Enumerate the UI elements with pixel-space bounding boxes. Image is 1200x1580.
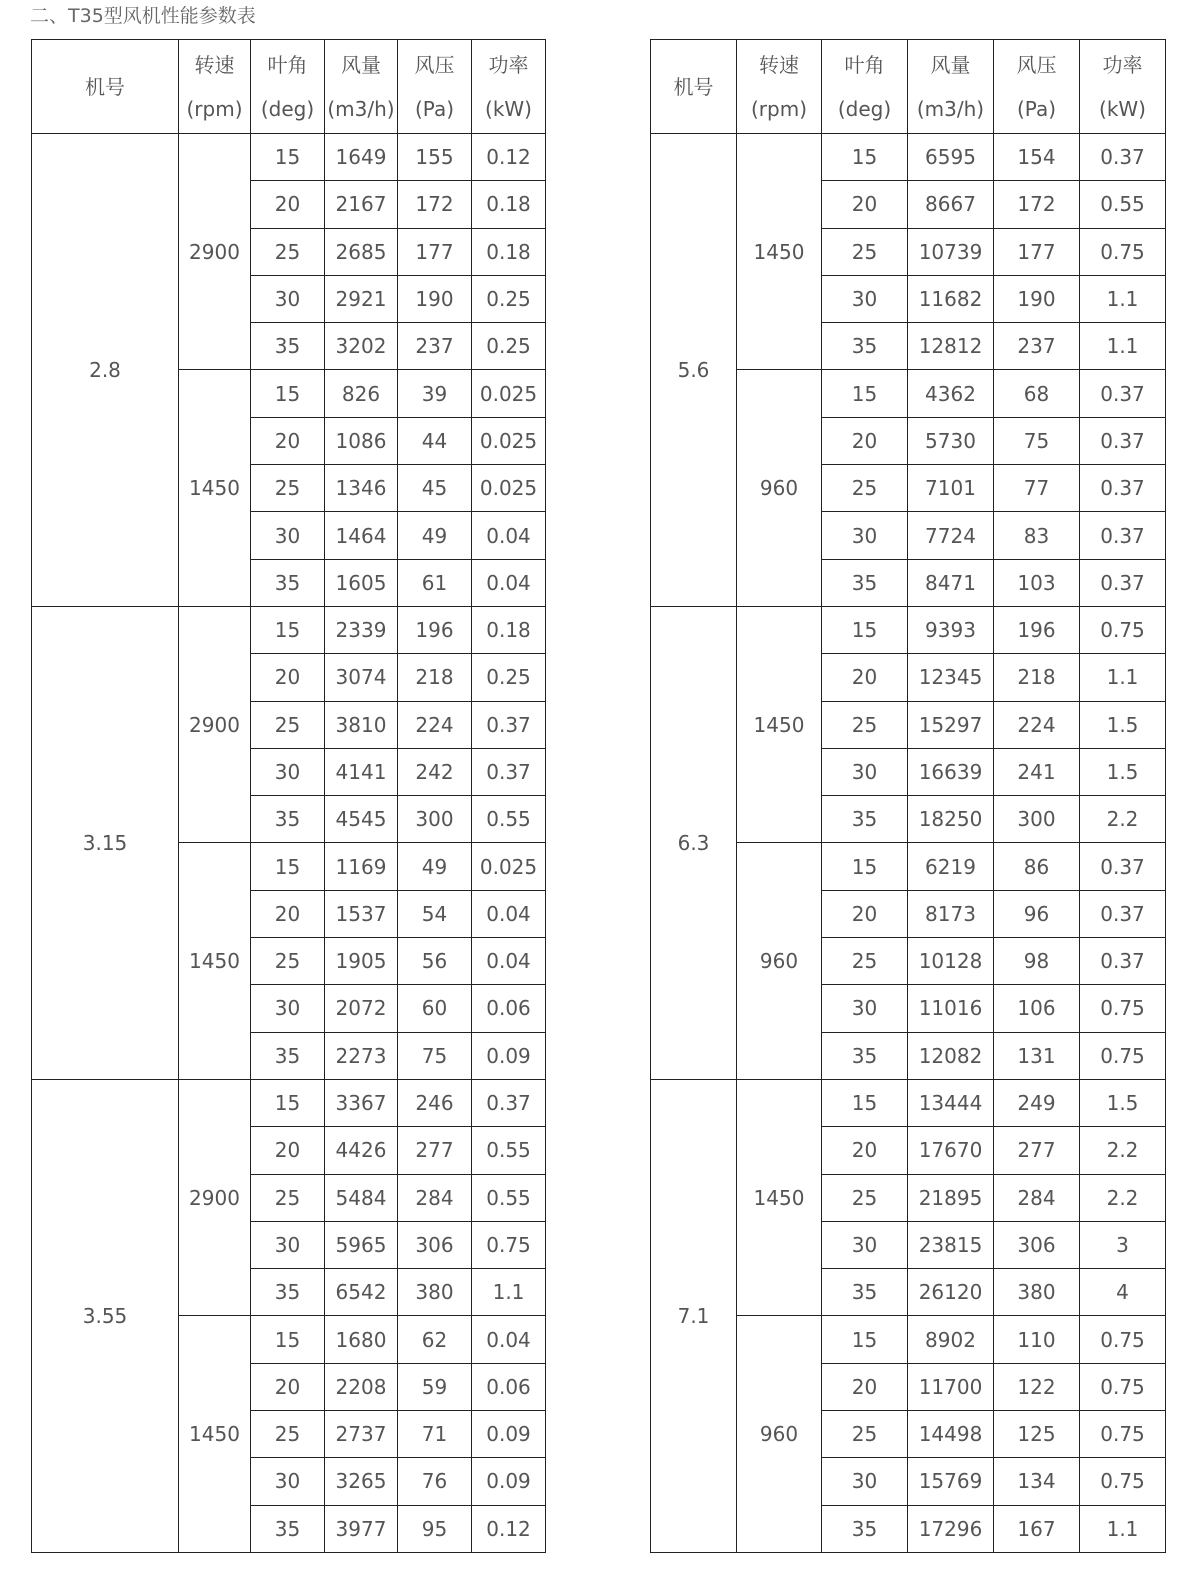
cell-flow: 11682: [908, 275, 994, 322]
cell-pressure: 300: [398, 796, 472, 843]
cell-flow: 11700: [908, 1363, 994, 1410]
cell-angle: 20: [251, 1127, 325, 1174]
cell-angle: 30: [251, 1458, 325, 1505]
cell-pressure: 49: [398, 512, 472, 559]
cell-power: 2.2: [1080, 1174, 1166, 1221]
cell-pressure: 167: [994, 1505, 1080, 1552]
cell-pressure: 86: [994, 843, 1080, 890]
cell-pressure: 83: [994, 512, 1080, 559]
cell-angle: 20: [251, 890, 325, 937]
cell-power: 0.25: [472, 654, 546, 701]
header-power: 功率 (kW): [1080, 40, 1166, 134]
cell-pressure: 59: [398, 1363, 472, 1410]
cell-angle: 35: [822, 559, 908, 606]
cell-power: 0.25: [472, 275, 546, 322]
table-row: [32, 606, 546, 653]
cell-power: 0.06: [472, 1363, 546, 1410]
cell-flow: 2685: [325, 228, 398, 275]
cell-model: 2.8: [32, 134, 179, 607]
cell-power: 0.37: [1080, 417, 1166, 464]
header-model: 机号: [32, 40, 179, 134]
cell-power: 0.37: [1080, 370, 1166, 417]
cell-speed: 1450: [179, 843, 251, 1079]
cell-pressure: 172: [398, 181, 472, 228]
cell-flow: 826: [325, 370, 398, 417]
cell-pressure: 241: [994, 748, 1080, 795]
cell-power: 0.025: [472, 417, 546, 464]
cell-power: 0.25: [472, 323, 546, 370]
cell-speed: 2900: [179, 134, 251, 370]
header-angle: 叶角 (deg): [251, 40, 325, 134]
cell-power: 1.5: [1080, 748, 1166, 795]
cell-flow: 2921: [325, 275, 398, 322]
table-row: [651, 1079, 1166, 1126]
cell-angle: 15: [822, 134, 908, 181]
cell-angle: 20: [251, 181, 325, 228]
cell-pressure: 284: [994, 1174, 1080, 1221]
cell-flow: 8173: [908, 890, 994, 937]
cell-power: 2.2: [1080, 1127, 1166, 1174]
cell-power: 0.04: [472, 938, 546, 985]
cell-pressure: 190: [398, 275, 472, 322]
cell-power: 0.04: [472, 890, 546, 937]
page-title: 二、T35型风机性能参数表: [30, 5, 256, 27]
cell-angle: 25: [822, 465, 908, 512]
cell-pressure: 75: [398, 1032, 472, 1079]
cell-pressure: 237: [994, 323, 1080, 370]
cell-speed: 960: [737, 1316, 822, 1552]
cell-pressure: 284: [398, 1174, 472, 1221]
cell-power: 0.37: [472, 1079, 546, 1126]
cell-power: 0.37: [1080, 512, 1166, 559]
cell-angle: 20: [251, 417, 325, 464]
cell-power: 0.75: [1080, 1363, 1166, 1410]
cell-angle: 30: [822, 275, 908, 322]
cell-speed: 1450: [737, 606, 822, 842]
cell-pressure: 380: [398, 1269, 472, 1316]
cell-flow: 1605: [325, 559, 398, 606]
cell-flow: 11016: [908, 985, 994, 1032]
cell-speed: 960: [737, 370, 822, 606]
cell-power: 0.55: [472, 1127, 546, 1174]
cell-flow: 2208: [325, 1363, 398, 1410]
cell-power: 0.04: [472, 512, 546, 559]
cell-power: 0.37: [1080, 938, 1166, 985]
cell-power: 0.37: [472, 748, 546, 795]
cell-flow: 1086: [325, 417, 398, 464]
header-row: [651, 40, 1166, 134]
cell-angle: 15: [251, 134, 325, 181]
cell-power: 0.75: [1080, 228, 1166, 275]
cell-angle: 30: [822, 512, 908, 559]
cell-flow: 17670: [908, 1127, 994, 1174]
cell-flow: 3265: [325, 1458, 398, 1505]
cell-pressure: 196: [398, 606, 472, 653]
cell-angle: 35: [251, 1269, 325, 1316]
cell-speed: 1450: [737, 1079, 822, 1315]
cell-pressure: 218: [398, 654, 472, 701]
cell-pressure: 249: [994, 1079, 1080, 1126]
cell-pressure: 218: [994, 654, 1080, 701]
cell-pressure: 242: [398, 748, 472, 795]
header-speed: 转速 (rpm): [179, 40, 251, 134]
cell-angle: 35: [251, 1032, 325, 1079]
cell-flow: 13444: [908, 1079, 994, 1126]
cell-angle: 15: [251, 370, 325, 417]
cell-power: 1.1: [472, 1269, 546, 1316]
cell-angle: 25: [251, 1174, 325, 1221]
header-speed: 转速 (rpm): [737, 40, 822, 134]
header-flow: 风量 (m3/h): [325, 40, 398, 134]
cell-power: 4: [1080, 1269, 1166, 1316]
cell-pressure: 155: [398, 134, 472, 181]
cell-model: 7.1: [651, 1079, 737, 1552]
cell-angle: 25: [251, 938, 325, 985]
cell-flow: 12812: [908, 323, 994, 370]
cell-flow: 14498: [908, 1411, 994, 1458]
cell-angle: 30: [822, 1221, 908, 1268]
cell-flow: 15297: [908, 701, 994, 748]
cell-pressure: 56: [398, 938, 472, 985]
cell-power: 1.1: [1080, 275, 1166, 322]
cell-angle: 20: [822, 181, 908, 228]
cell-angle: 35: [822, 323, 908, 370]
cell-pressure: 300: [994, 796, 1080, 843]
cell-flow: 1680: [325, 1316, 398, 1363]
cell-pressure: 44: [398, 417, 472, 464]
cell-pressure: 68: [994, 370, 1080, 417]
cell-power: 0.025: [472, 843, 546, 890]
cell-pressure: 62: [398, 1316, 472, 1363]
cell-speed: 960: [737, 843, 822, 1079]
cell-angle: 20: [822, 1127, 908, 1174]
header-power: 功率 (kW): [472, 40, 546, 134]
cell-pressure: 380: [994, 1269, 1080, 1316]
cell-flow: 5965: [325, 1221, 398, 1268]
cell-power: 0.06: [472, 985, 546, 1032]
cell-flow: 12082: [908, 1032, 994, 1079]
cell-flow: 3810: [325, 701, 398, 748]
cell-pressure: 246: [398, 1079, 472, 1126]
cell-model: 3.15: [32, 606, 179, 1079]
cell-angle: 20: [822, 417, 908, 464]
cell-model: 5.6: [651, 134, 737, 607]
cell-flow: 3367: [325, 1079, 398, 1126]
cell-flow: 10739: [908, 228, 994, 275]
cell-flow: 7724: [908, 512, 994, 559]
cell-pressure: 106: [994, 985, 1080, 1032]
cell-angle: 30: [822, 985, 908, 1032]
cell-power: 0.09: [472, 1032, 546, 1079]
cell-angle: 25: [251, 228, 325, 275]
cell-angle: 35: [822, 1032, 908, 1079]
cell-flow: 5484: [325, 1174, 398, 1221]
cell-flow: 23815: [908, 1221, 994, 1268]
cell-angle: 15: [822, 1079, 908, 1126]
cell-flow: 1905: [325, 938, 398, 985]
cell-power: 0.75: [1080, 1411, 1166, 1458]
cell-angle: 30: [251, 1221, 325, 1268]
cell-pressure: 95: [398, 1505, 472, 1552]
cell-angle: 15: [251, 1079, 325, 1126]
cell-pressure: 122: [994, 1363, 1080, 1410]
cell-flow: 9393: [908, 606, 994, 653]
cell-pressure: 103: [994, 559, 1080, 606]
cell-flow: 8471: [908, 559, 994, 606]
cell-flow: 4141: [325, 748, 398, 795]
table-row: [32, 134, 546, 181]
cell-pressure: 177: [994, 228, 1080, 275]
cell-angle: 25: [251, 465, 325, 512]
cell-flow: 3977: [325, 1505, 398, 1552]
cell-angle: 15: [251, 843, 325, 890]
cell-angle: 15: [822, 1316, 908, 1363]
cell-power: 2.2: [1080, 796, 1166, 843]
cell-angle: 35: [251, 796, 325, 843]
cell-angle: 30: [251, 748, 325, 795]
cell-flow: 2072: [325, 985, 398, 1032]
cell-power: 0.55: [472, 796, 546, 843]
cell-angle: 25: [822, 701, 908, 748]
cell-power: 0.55: [472, 1174, 546, 1221]
cell-flow: 1464: [325, 512, 398, 559]
cell-pressure: 224: [398, 701, 472, 748]
cell-power: 0.09: [472, 1411, 546, 1458]
cell-flow: 18250: [908, 796, 994, 843]
cell-angle: 30: [251, 275, 325, 322]
cell-power: 0.55: [1080, 181, 1166, 228]
cell-flow: 21895: [908, 1174, 994, 1221]
cell-pressure: 54: [398, 890, 472, 937]
cell-power: 0.12: [472, 134, 546, 181]
performance-table-right: [650, 39, 1166, 1553]
cell-pressure: 172: [994, 181, 1080, 228]
cell-angle: 30: [251, 512, 325, 559]
cell-flow: 6595: [908, 134, 994, 181]
cell-speed: 2900: [179, 606, 251, 842]
cell-power: 0.04: [472, 559, 546, 606]
cell-power: 0.025: [472, 465, 546, 512]
cell-flow: 7101: [908, 465, 994, 512]
cell-angle: 15: [822, 606, 908, 653]
cell-pressure: 75: [994, 417, 1080, 464]
cell-pressure: 77: [994, 465, 1080, 512]
cell-pressure: 125: [994, 1411, 1080, 1458]
cell-power: 0.04: [472, 1316, 546, 1363]
cell-pressure: 154: [994, 134, 1080, 181]
cell-power: 0.37: [1080, 134, 1166, 181]
cell-pressure: 131: [994, 1032, 1080, 1079]
cell-angle: 20: [822, 890, 908, 937]
cell-power: 0.75: [472, 1221, 546, 1268]
cell-flow: 1649: [325, 134, 398, 181]
cell-power: 0.75: [1080, 1458, 1166, 1505]
cell-flow: 15769: [908, 1458, 994, 1505]
cell-flow: 4545: [325, 796, 398, 843]
header-model: 机号: [651, 40, 737, 134]
cell-angle: 35: [251, 559, 325, 606]
cell-power: 1.1: [1080, 323, 1166, 370]
cell-pressure: 71: [398, 1411, 472, 1458]
cell-power: 0.37: [472, 701, 546, 748]
cell-power: 0.75: [1080, 606, 1166, 653]
cell-flow: 2273: [325, 1032, 398, 1079]
cell-power: 1.1: [1080, 654, 1166, 701]
cell-pressure: 306: [398, 1221, 472, 1268]
header-pressure: 风压 (Pa): [398, 40, 472, 134]
cell-power: 0.37: [1080, 890, 1166, 937]
cell-flow: 17296: [908, 1505, 994, 1552]
table-row: [651, 134, 1166, 181]
table-row: [651, 606, 1166, 653]
cell-pressure: 224: [994, 701, 1080, 748]
cell-flow: 2339: [325, 606, 398, 653]
cell-angle: 25: [251, 701, 325, 748]
cell-speed: 2900: [179, 1079, 251, 1315]
cell-flow: 3202: [325, 323, 398, 370]
cell-angle: 15: [822, 843, 908, 890]
cell-pressure: 61: [398, 559, 472, 606]
cell-angle: 35: [822, 796, 908, 843]
cell-angle: 30: [822, 748, 908, 795]
cell-speed: 1450: [179, 1316, 251, 1552]
cell-power: 0.025: [472, 370, 546, 417]
cell-power: 0.75: [1080, 1032, 1166, 1079]
cell-power: 0.37: [1080, 559, 1166, 606]
cell-power: 0.75: [1080, 985, 1166, 1032]
cell-flow: 4362: [908, 370, 994, 417]
cell-flow: 3074: [325, 654, 398, 701]
cell-angle: 25: [822, 1174, 908, 1221]
cell-angle: 20: [822, 1363, 908, 1410]
cell-flow: 1169: [325, 843, 398, 890]
cell-power: 0.37: [1080, 843, 1166, 890]
cell-pressure: 177: [398, 228, 472, 275]
cell-angle: 35: [822, 1505, 908, 1552]
cell-pressure: 49: [398, 843, 472, 890]
cell-flow: 4426: [325, 1127, 398, 1174]
cell-power: 1.5: [1080, 1079, 1166, 1126]
cell-angle: 20: [822, 654, 908, 701]
cell-power: 1.5: [1080, 701, 1166, 748]
cell-flow: 8667: [908, 181, 994, 228]
cell-pressure: 45: [398, 465, 472, 512]
performance-table-left: [31, 39, 546, 1553]
cell-angle: 30: [822, 1458, 908, 1505]
cell-flow: 2167: [325, 181, 398, 228]
cell-pressure: 39: [398, 370, 472, 417]
cell-angle: 20: [251, 1363, 325, 1410]
header-pressure: 风压 (Pa): [994, 40, 1080, 134]
cell-power: 0.75: [1080, 1316, 1166, 1363]
table-row: [32, 1079, 546, 1126]
cell-pressure: 60: [398, 985, 472, 1032]
cell-angle: 25: [822, 938, 908, 985]
cell-flow: 2737: [325, 1411, 398, 1458]
cell-angle: 35: [822, 1269, 908, 1316]
cell-angle: 30: [251, 985, 325, 1032]
cell-flow: 1346: [325, 465, 398, 512]
cell-pressure: 237: [398, 323, 472, 370]
cell-angle: 35: [251, 1505, 325, 1552]
cell-angle: 25: [822, 1411, 908, 1458]
cell-flow: 6219: [908, 843, 994, 890]
cell-power: 1.1: [1080, 1505, 1166, 1552]
cell-power: 0.18: [472, 606, 546, 653]
cell-flow: 12345: [908, 654, 994, 701]
cell-flow: 10128: [908, 938, 994, 985]
cell-angle: 15: [251, 606, 325, 653]
cell-power: 0.18: [472, 181, 546, 228]
cell-pressure: 277: [994, 1127, 1080, 1174]
cell-flow: 6542: [325, 1269, 398, 1316]
cell-pressure: 190: [994, 275, 1080, 322]
cell-angle: 25: [822, 228, 908, 275]
cell-model: 3.55: [32, 1079, 179, 1552]
cell-flow: 8902: [908, 1316, 994, 1363]
cell-flow: 5730: [908, 417, 994, 464]
cell-pressure: 76: [398, 1458, 472, 1505]
cell-angle: 20: [251, 654, 325, 701]
cell-angle: 25: [251, 1411, 325, 1458]
cell-power: 0.18: [472, 228, 546, 275]
cell-pressure: 98: [994, 938, 1080, 985]
cell-pressure: 196: [994, 606, 1080, 653]
cell-angle: 15: [251, 1316, 325, 1363]
header-flow: 风量 (m3/h): [908, 40, 994, 134]
cell-pressure: 96: [994, 890, 1080, 937]
cell-pressure: 306: [994, 1221, 1080, 1268]
cell-flow: 16639: [908, 748, 994, 795]
cell-speed: 1450: [179, 370, 251, 606]
cell-model: 6.3: [651, 606, 737, 1079]
header-angle: 叶角 (deg): [822, 40, 908, 134]
cell-power: 3: [1080, 1221, 1166, 1268]
cell-angle: 15: [822, 370, 908, 417]
cell-speed: 1450: [737, 134, 822, 370]
cell-flow: 1537: [325, 890, 398, 937]
cell-power: 0.12: [472, 1505, 546, 1552]
cell-pressure: 110: [994, 1316, 1080, 1363]
cell-angle: 35: [251, 323, 325, 370]
cell-pressure: 134: [994, 1458, 1080, 1505]
cell-pressure: 277: [398, 1127, 472, 1174]
cell-flow: 26120: [908, 1269, 994, 1316]
cell-power: 0.09: [472, 1458, 546, 1505]
header-row: [32, 40, 546, 134]
cell-power: 0.37: [1080, 465, 1166, 512]
